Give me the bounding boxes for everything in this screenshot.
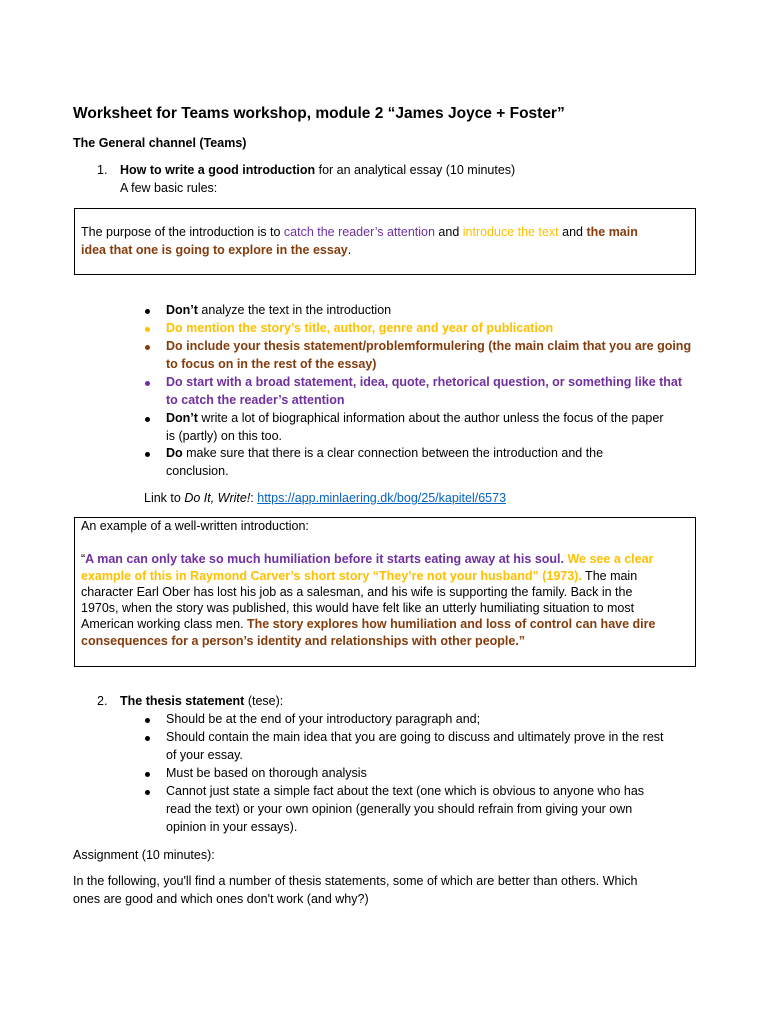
section1-heading xyxy=(120,163,515,177)
purpose-text-attention: catch the reader’s attention xyxy=(283,225,435,239)
link-line xyxy=(144,491,506,505)
section2-heading xyxy=(120,694,283,708)
rule-dont-analyze xyxy=(166,303,391,317)
book-link[interactable]: https://app.minlaering.dk/bog/25/kapitel/6573 xyxy=(257,491,507,505)
section1-heading-rest: for an analytical essay (10 minutes) xyxy=(315,163,516,177)
rule-label: Don’t xyxy=(166,303,198,317)
section2-number: 2. xyxy=(97,694,108,708)
bullet-dot xyxy=(145,790,150,795)
example-line-2 xyxy=(81,569,637,583)
rule-connection-line-1 xyxy=(166,446,603,460)
example-line-3: character Earl Ober has lost his job as a salesman, and his wife is supporting the family. Back in the xyxy=(81,585,633,599)
purpose-box xyxy=(74,208,696,275)
assignment-heading: Assignment (10 minutes): xyxy=(73,848,215,862)
bullet-dot xyxy=(145,309,150,314)
rule-label: Do xyxy=(166,446,183,460)
example-text-intro-a: We see a clear xyxy=(564,552,654,566)
thesis-rule-end-paragraph: Should be at the end of your introductory paragraph and; xyxy=(166,712,481,726)
thesis-rule-fact-line-3: opinion in your essays). xyxy=(166,820,298,834)
bullet-dot xyxy=(145,345,150,350)
link-colon: : xyxy=(250,491,258,505)
purpose-text-a: The purpose of the introduction is to xyxy=(81,225,284,239)
thesis-rule-main-idea-line-1: Should contain the main idea that you are going to discuss and ultimately prove in the rest xyxy=(166,730,664,744)
example-text-intro-b: example of this in Raymond Carver’s short story “They’re not your husband” (1973). xyxy=(81,569,582,583)
bullet-dot xyxy=(145,452,150,457)
thesis-rule-fact-line-2: read the text) or your own opinion (generally you should refrain from giving your own xyxy=(166,802,633,816)
channel-heading: The General channel (Teams) xyxy=(73,136,247,150)
example-text-main: The main xyxy=(581,569,638,583)
example-line-5 xyxy=(81,617,655,631)
bullet-dot xyxy=(145,718,150,723)
rule-text: analyze the text in the introduction xyxy=(197,303,392,317)
rule-thesis-line-1: Do include your thesis statement/problemformulering (the main claim that you are going xyxy=(166,339,692,353)
purpose-text-main: the main xyxy=(586,225,638,239)
rule-broad-line-2: to catch the reader’s attention xyxy=(166,393,345,407)
thesis-rule-main-idea-line-2: of your essay. xyxy=(166,748,243,762)
purpose-text-and-2: and xyxy=(558,225,587,239)
rule-text: write a lot of biographical information about the author unless the focus of the paper xyxy=(197,411,664,425)
section1-subline: A few basic rules: xyxy=(120,181,218,195)
rule-text: make sure that there is a clear connection between the introduction and the xyxy=(182,446,604,460)
bullet-dot xyxy=(145,327,150,332)
bullet-dot xyxy=(145,417,150,422)
thesis-rule-analysis: Must be based on thorough analysis xyxy=(166,766,367,780)
purpose-text-period: . xyxy=(347,243,352,257)
bullet-dot xyxy=(145,736,150,741)
book-title: Do It, Write! xyxy=(184,491,251,505)
rule-label: Don’t xyxy=(166,411,198,425)
example-thesis-a: The story explores how humiliation and loss of control can have dire xyxy=(247,617,656,631)
section1-number: 1. xyxy=(97,163,108,177)
assignment-line-1: In the following, you'll find a number of thesis statements, some of which are better than others. Which xyxy=(73,874,638,888)
rule-broad-line-1: Do start with a broad statement, idea, quote, rhetorical question, or something like that xyxy=(166,375,683,389)
open-quote: “ xyxy=(81,552,86,566)
example-line-4: 1970s, when the story was published, this would have felt like an utterly humiliating situation to most xyxy=(81,601,635,615)
bullet-dot xyxy=(145,772,150,777)
rule-biography-line-2: is (partly) on this too. xyxy=(166,429,283,443)
rule-mention-title: Do mention the story’s title, author, genre and year of publication xyxy=(166,321,554,335)
assignment-line-2: ones are good and which ones don't work (and why?) xyxy=(73,892,369,906)
purpose-line-2 xyxy=(81,243,351,257)
link-prefix: Link to xyxy=(144,491,185,505)
example-text-plain: American working class men. xyxy=(81,617,248,631)
rule-biography-line-1 xyxy=(166,411,664,425)
example-hook: A man can only take so much humiliation before it starts eating away at his soul. xyxy=(85,552,564,566)
section2-heading-bold: The thesis statement xyxy=(120,694,245,708)
example-line-6: consequences for a person’s identity and relationships with other people.” xyxy=(81,634,526,648)
rule-connection-line-2: conclusion. xyxy=(166,464,229,478)
example-line-1 xyxy=(81,552,653,566)
document-title: Worksheet for Teams workshop, module 2 “James Joyce + Foster” xyxy=(73,105,565,122)
purpose-text-idea: idea that one is going to explore in the essay xyxy=(81,243,348,257)
rule-thesis-line-2: to focus on in the rest of the essay) xyxy=(166,357,377,371)
purpose-text-introduce: introduce the text xyxy=(462,225,559,239)
section2-heading-rest: (tese): xyxy=(244,694,284,708)
purpose-line-1 xyxy=(81,225,638,239)
example-heading: An example of a well-written introduction: xyxy=(81,519,309,533)
purpose-text-and-1: and xyxy=(434,225,463,239)
bullet-dot xyxy=(145,381,150,386)
thesis-rule-fact-line-1: Cannot just state a simple fact about the text (one which is obvious to anyone who has xyxy=(166,784,645,798)
section1-heading-bold: How to write a good introduction xyxy=(120,163,316,177)
